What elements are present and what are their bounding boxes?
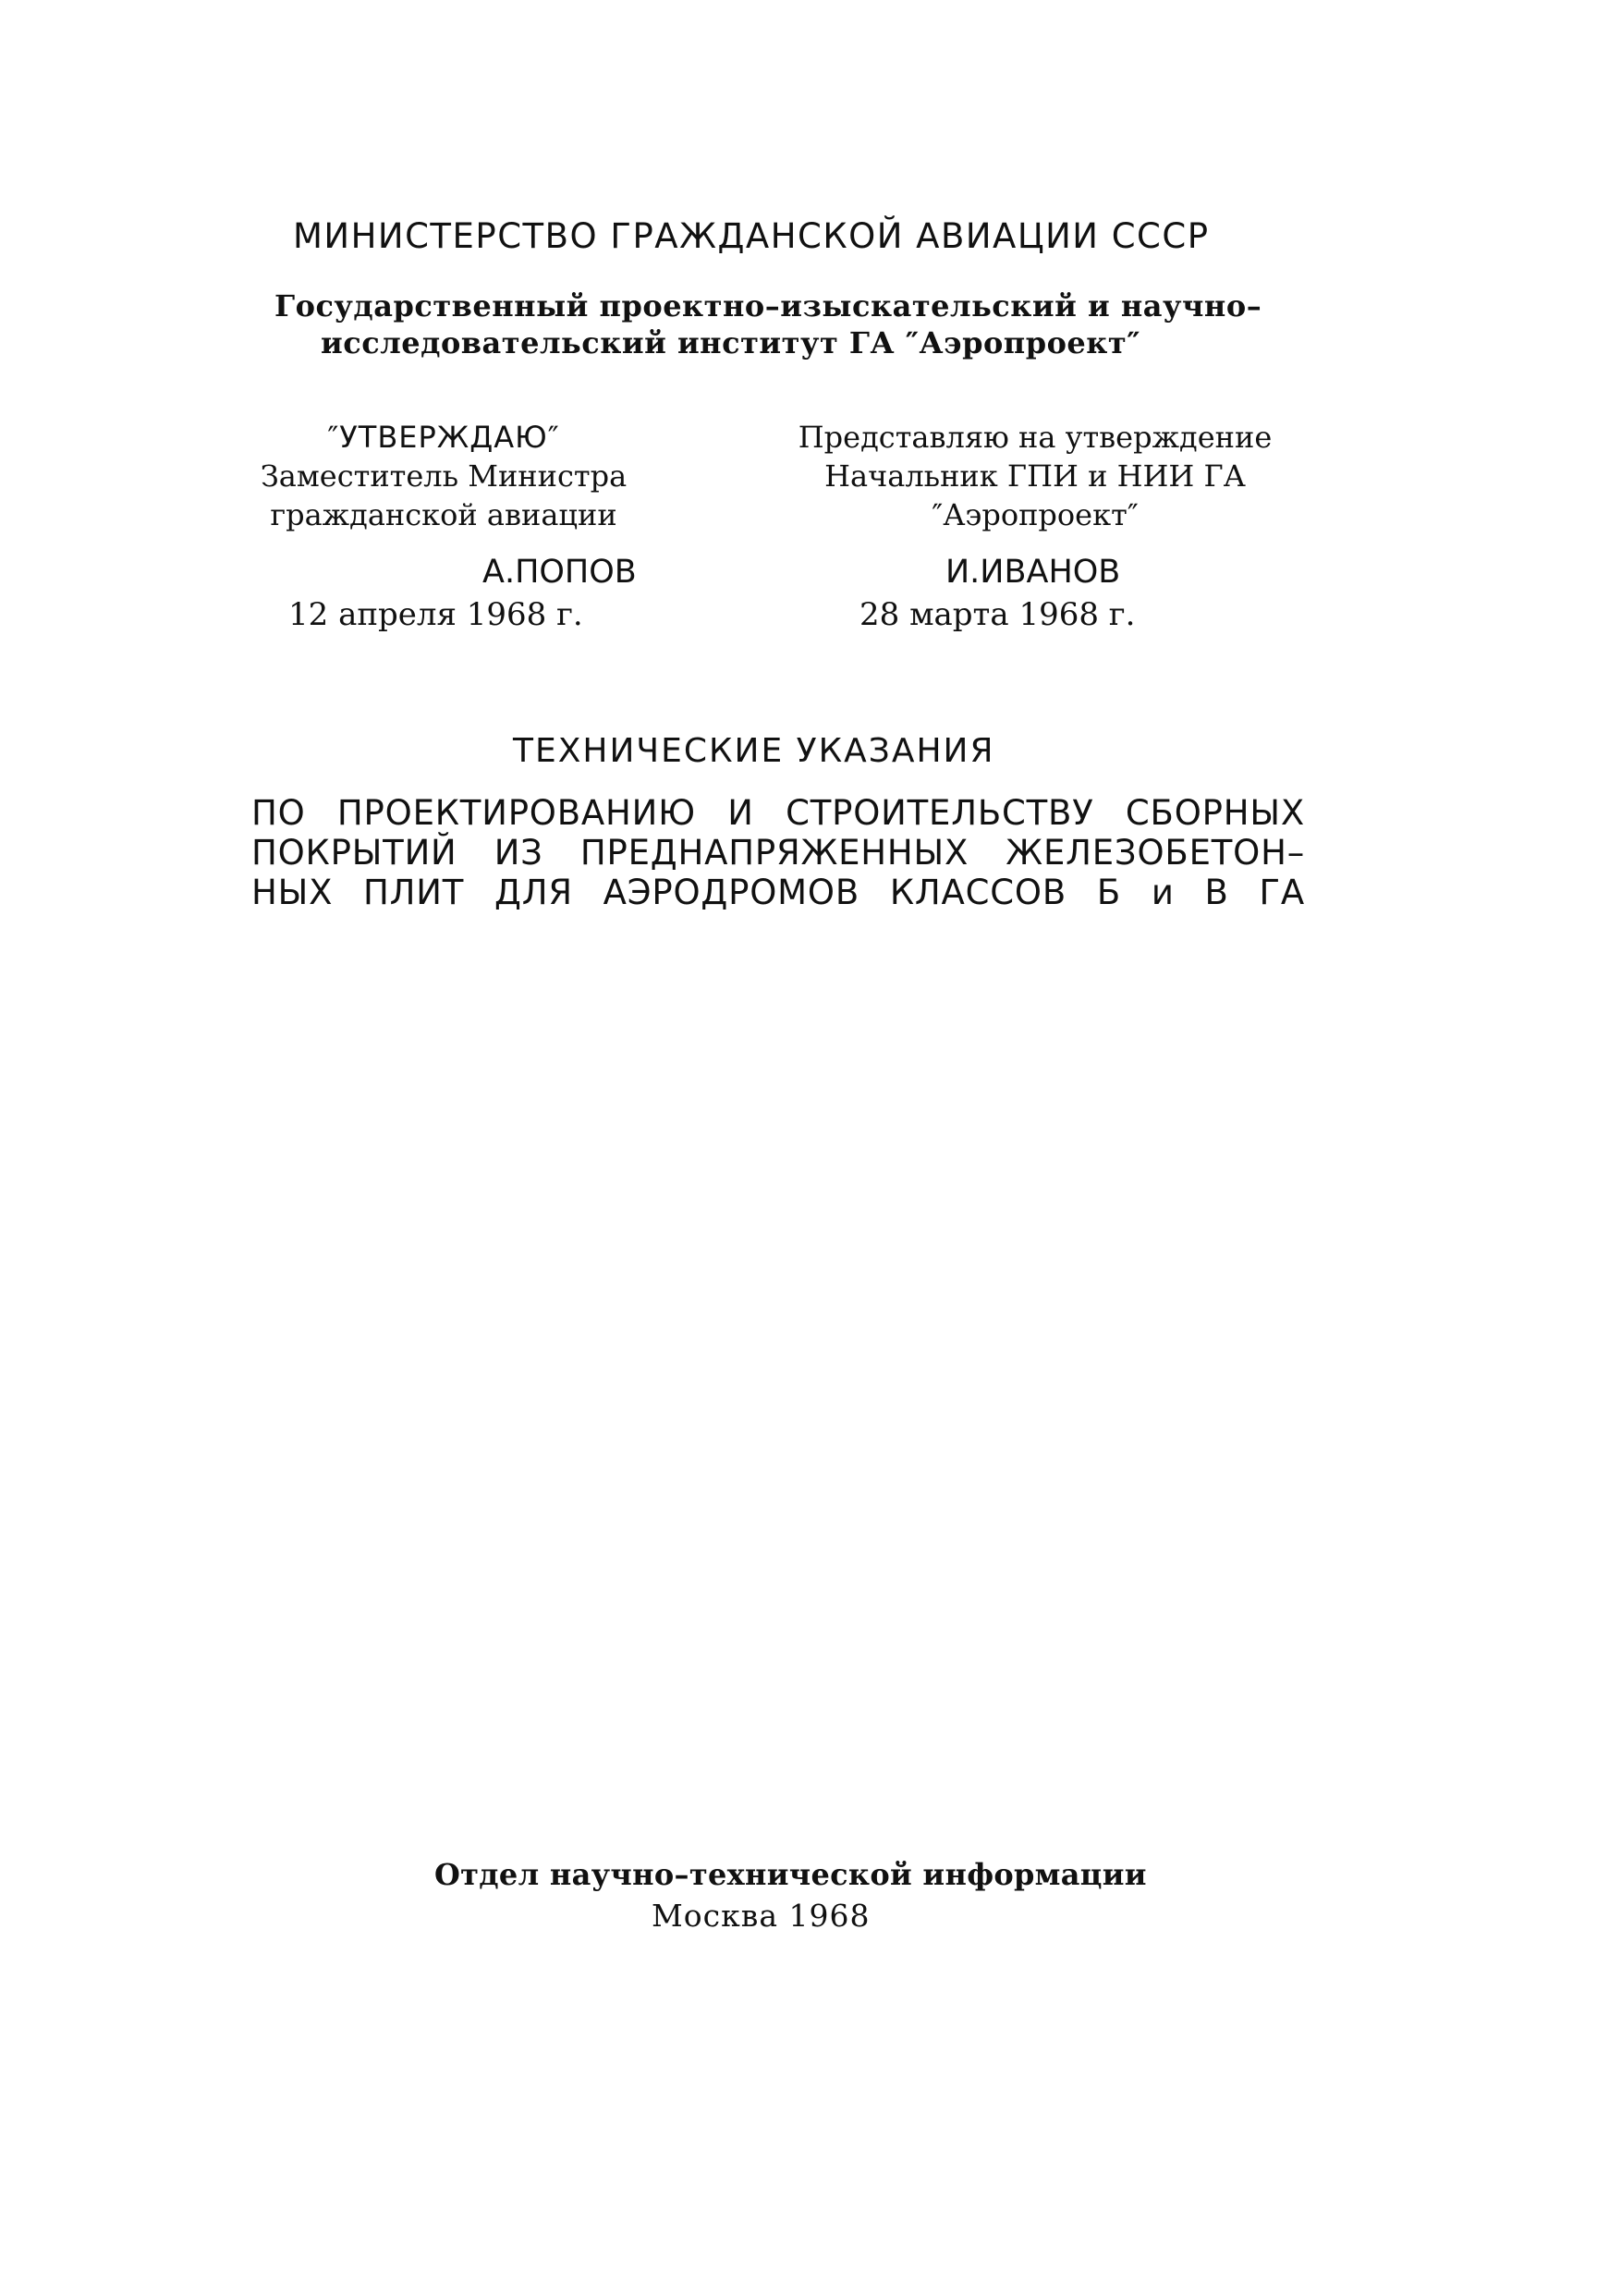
document-title-line-2: ПОКРЫТИЙ ИЗ ПРЕДНАПРЯЖЕННЫХ ЖЕЛЕЗОБЕТОН– (251, 833, 1305, 873)
approval-left-position-1: Заместитель Министра (260, 458, 628, 494)
publisher-department: Отдел научно–технической информации (434, 1857, 1147, 1892)
approval-left-date: 12 апреля 1968 г. (288, 596, 583, 633)
approval-left-position-2: гражданской авиации (270, 497, 617, 532)
document-title-line-3: НЫХ ПЛИТ ДЛЯ АЭРОДРОМОВ КЛАССОВ Б и В ГА (251, 873, 1305, 912)
approval-block-left (222, 418, 665, 534)
signer-right-name: И.ИВАНОВ (945, 554, 1121, 591)
document-title (251, 793, 1305, 912)
approval-right-position-2: ″Аэропроект″ (932, 497, 1139, 532)
document-title-line-1: ПО ПРОЕКТИРОВАНИЮ И СТРОИТЕЛЬСТВУ СБОРНЫХ (251, 793, 1305, 833)
signer-left-name: А.ПОПОВ (482, 554, 637, 591)
institute-line-1: Государственный проектно–изыскательский и научно– (274, 288, 1262, 324)
institute-line-2: исследовательский институт ГА ″Аэропроект″ (321, 325, 1141, 360)
publication-city-year: Москва 1968 (652, 1898, 871, 1934)
ministry-name: МИНИСТЕРСТВО ГРАЖДАНСКОЙ АВИАЦИИ СССР (293, 216, 1210, 256)
approval-right-title: Представляю на утверждение (798, 420, 1273, 455)
approval-right-date: 28 марта 1968 г. (859, 596, 1136, 633)
approval-right-position-1: Начальник ГПИ и НИИ ГА (824, 458, 1246, 494)
document-type: ТЕХНИЧЕСКИЕ УКАЗАНИЯ (513, 732, 995, 770)
approval-block-right (739, 418, 1331, 534)
approval-left-title: ″УТВЕРЖДАЮ″ (327, 420, 560, 455)
